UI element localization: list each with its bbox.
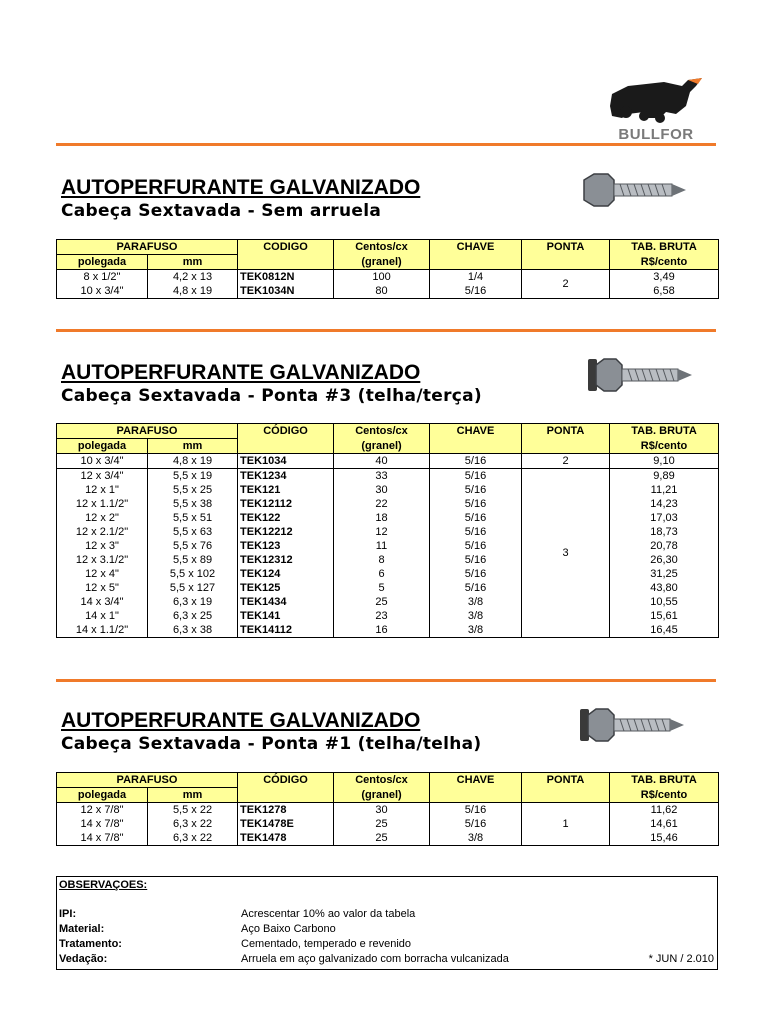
observations-box [56,876,718,970]
header-parafuso: PARAFUSO [57,424,238,439]
header-granel: (granel) [334,439,430,454]
obs-value: Arruela em aço galvanizado com borracha vulcanizada [241,953,509,965]
header-mm: mm [148,255,238,270]
table-row: 14 x 7/8" 6,3 x 22 TEK1478 25 3/8 15,46 [57,831,719,846]
header-centos: Centos/cx [334,424,430,439]
ponta-value: 2 [522,270,610,299]
obs-label: IPI: [59,908,77,920]
header-centos: Centos/cx [334,773,430,788]
table-row: 12 x 1" 5,5 x 25 TEK121 30 5/16 11,21 [57,483,719,497]
section-divider [56,143,716,146]
obs-label: Vedação: [59,953,108,965]
table-row: 14 x 1" 6,3 x 25 TEK141 23 3/8 15,61 [57,609,719,623]
table-row: 12 x 4" 5,5 x 102 TEK124 6 5/16 31,25 [57,567,719,581]
header-codigo: CÓDIGO [238,773,334,788]
table-row: 12 x 2.1/2" 5,5 x 63 TEK12212 12 5/16 18,73 [57,525,719,539]
table-row: 10 x 3/4" 4,8 x 19 TEK1034N 80 5/16 6,58 [57,284,719,299]
table-row: 14 x 3/4" 6,3 x 19 TEK1434 25 3/8 10,55 [57,595,719,609]
header-centos: Centos/cx [334,240,430,255]
header-ponta: PONTA [522,773,610,788]
bull-icon [604,72,708,126]
section-subtitle: Cabeça Sextavada - Ponta #1 (telha/telha) [61,734,482,754]
header-mm: mm [148,788,238,803]
screw-icon [580,172,690,208]
header-rs: R$/cento [610,255,719,270]
table-row: 12 x 7/8" 5,5 x 22 TEK1278 30 5/16 1 11,62 [57,803,719,818]
brand-name: BULLFOR [618,126,694,143]
table-row: 12 x 5" 5,5 x 127 TEK125 5 5/16 43,80 [57,581,719,595]
screw-icon [586,355,696,395]
table-row: 14 x 1.1/2" 6,3 x 38 TEK14112 16 3/8 16,45 [57,623,719,638]
table-row: 10 x 3/4" 4,8 x 19 TEK1034 40 5/16 2 9,10 [57,454,719,469]
header-polegada: polegada [57,788,148,803]
section-subtitle: Cabeça Sextavada - Ponta #3 (telha/terça) [61,386,482,406]
header-polegada: polegada [57,255,148,270]
observations-title: OBSERVAÇOES: [59,879,148,891]
section-title: AUTOPERFURANTE GALVANIZADO [61,361,421,384]
table-row: 12 x 1.1/2" 5,5 x 38 TEK12112 22 5/16 14,23 [57,497,719,511]
obs-label: Tratamento: [59,938,122,950]
obs-value: Acrescentar 10% ao valor da tabela [241,908,416,920]
header-chave: CHAVE [430,773,522,788]
ponta-value: 3 [522,469,610,638]
obs-label: Material: [59,923,105,935]
header-granel: (granel) [334,255,430,270]
date-note: * JUN / 2.010 [648,953,714,965]
section-divider [56,679,716,682]
section-title: AUTOPERFURANTE GALVANIZADO [61,176,421,199]
header-polegada: polegada [57,439,148,454]
table-row: 12 x 2" 5,5 x 51 TEK122 18 5/16 17,03 [57,511,719,525]
screw-icon [578,705,688,745]
obs-value: Aço Baixo Carbono [241,923,336,935]
header-mm: mm [148,439,238,454]
product-table [56,239,719,299]
table-row: 14 x 7/8" 6,3 x 22 TEK1478E 25 5/16 14,61 [57,817,719,831]
header-ponta: PONTA [522,240,610,255]
section-subtitle: Cabeça Sextavada - Sem arruela [61,201,382,221]
table-row: 12 x 3.1/2" 5,5 x 89 TEK12312 8 5/16 26,30 [57,553,719,567]
header-rs: R$/cento [610,439,719,454]
table-row: 8 x 1/2" 4,2 x 13 TEK0812N 100 1/4 2 3,49 [57,270,719,285]
header-tab: TAB. BRUTA [610,424,719,439]
header-parafuso: PARAFUSO [57,240,238,255]
bullfor-logo [604,72,708,144]
header-tab: TAB. BRUTA [610,240,719,255]
ponta-value: 2 [522,454,610,469]
table-row: 12 x 3/4" 5,5 x 19 TEK1234 33 5/16 3 9,89 [57,469,719,484]
header-rs: R$/cento [610,788,719,803]
section-title: AUTOPERFURANTE GALVANIZADO [61,709,421,732]
header-tab: TAB. BRUTA [610,773,719,788]
header-codigo: CODIGO [238,240,334,255]
header-codigo: CÓDIGO [238,424,334,439]
header-chave: CHAVE [430,240,522,255]
section-divider [56,329,716,332]
product-table [56,423,719,638]
header-chave: CHAVE [430,424,522,439]
header-parafuso: PARAFUSO [57,773,238,788]
ponta-value: 1 [522,803,610,846]
header-granel: (granel) [334,788,430,803]
product-table [56,772,719,846]
obs-value: Cementado, temperado e revenido [241,938,411,950]
header-ponta: PONTA [522,424,610,439]
table-row: 12 x 3" 5,5 x 76 TEK123 11 5/16 20,78 [57,539,719,553]
